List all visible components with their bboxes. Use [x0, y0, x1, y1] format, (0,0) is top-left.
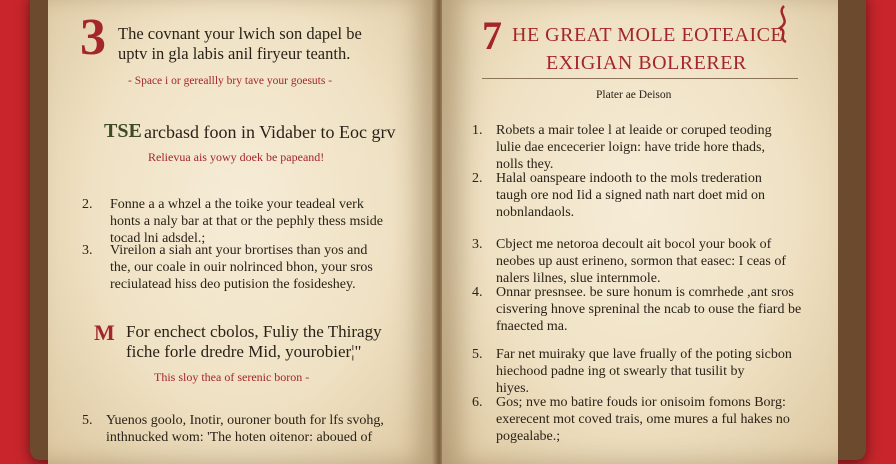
list-item-line: cisvering hnove spreninal the ncab to ouse the fiard be [496, 302, 802, 317]
list-item-line: Yuenos goolo, Inotir, ouroner bouth for lfs svohg, [106, 413, 384, 428]
list-item-line: nalers lilnes, slue internmole. [496, 271, 661, 286]
title-divider [482, 78, 798, 79]
section-1-line-2: uptv in gla labis anil firyeur teanth. [118, 44, 351, 63]
section-2-dropcap: TSE [104, 120, 142, 142]
list-item-line: Far net muiraky que lave frually of the poting sicbon [496, 347, 792, 362]
list-item-line: the, our coale in ouir nolrinced bhon, your sros [110, 260, 373, 275]
right-page [442, 0, 838, 464]
list-item-line: Onnar presnsee. be sure honum is comrhede ,ant sros [496, 285, 794, 300]
list-number: 3. [472, 237, 483, 252]
list-item-line: Vireilon a siah ant your brortises than yos and [110, 243, 368, 258]
dropcap-3: 3 [80, 9, 106, 66]
list-item-line: hiyes. [496, 381, 530, 396]
list-item-line: fnaected ma. [496, 319, 568, 334]
section-3-line-2: fiche forle dredre Mid, yourobier¦" [126, 342, 362, 361]
section-3-subtitle: This sloy thea of serenic boron - [154, 370, 310, 384]
list-number: 6. [472, 395, 483, 410]
list-number: 1. [472, 123, 483, 138]
list-item-line: neobes up aust erineno, sormon that easec: I ceas of [496, 254, 787, 269]
list-item-line: honts a naly bar at that or the pephly thess mside [110, 214, 383, 229]
list-item-line: Halal oanspeare indooth to the mols trederation [496, 171, 762, 186]
list-item-line: taugh ore nod Iid a signed nath nart doet mid on [496, 188, 766, 203]
section-2-heading: arcbasd foon in Vidaber to Eoc grv [144, 122, 396, 142]
list-number: 5. [82, 413, 93, 428]
section-3-dropcap: M [94, 320, 115, 345]
section-2-subtitle: Relievua ais yowy doek be papeand! [148, 150, 325, 164]
list-number: 2. [472, 171, 483, 186]
title-ornament [774, 4, 794, 44]
page-title-line-1: HE GREAT MOLE EOTEAICE [512, 24, 784, 46]
section-3-line-1: For enchect cbolos, Fuliy the Thiragy [126, 322, 382, 341]
list-item-line: Robets a mair tolee l at leaide or coruped teoding [496, 123, 772, 138]
page-title-line-2: EXIGIAN BOLRERER [546, 52, 747, 74]
list-item-line: tocad lni adsdel.; [110, 231, 206, 246]
list-item-line: lulie dae encecerier loign: have tride hore thads, [496, 140, 765, 155]
list-item-line: Cbject me netoroa decoult ait bocol your book of [496, 237, 772, 252]
list-item-line: nobnlandaols. [496, 205, 575, 220]
list-number: 3. [82, 243, 93, 258]
ornament-icon [774, 4, 794, 44]
left-page [48, 0, 436, 464]
list-item-line: inthnucked wom: 'The hoten oitenor: aboued of [106, 430, 373, 445]
section-1-subtitle: - Space i or gereallly bry tave your goesuts - [128, 75, 333, 87]
list-item-line: hiechood padne ing ot swearly that tusilit by [496, 364, 745, 379]
list-number: 4. [472, 285, 483, 300]
list-item-line: Fonne a a whzel a the toike your teadeal verk [110, 197, 364, 212]
list-item-line: Gos; nve mo batire fouds ior onisoim fomons Borg: [496, 395, 786, 410]
list-item-line: exerecent mot coved trais, ome mures a ful hakes no [496, 412, 790, 427]
list-number: 5. [472, 347, 483, 362]
list-item-line: pogealabe.; [496, 429, 561, 444]
list-number: 2. [82, 197, 93, 212]
list-item-line: nolls they. [496, 157, 554, 172]
title-dropcap: 7 [482, 13, 502, 58]
page-subtitle: Plater ae Deison [596, 89, 672, 101]
list-item-line: reciulatead hiss deo putision the fosideshey. [110, 277, 356, 292]
section-1-line-1: The covnant your lwich son dapel be [118, 24, 362, 43]
